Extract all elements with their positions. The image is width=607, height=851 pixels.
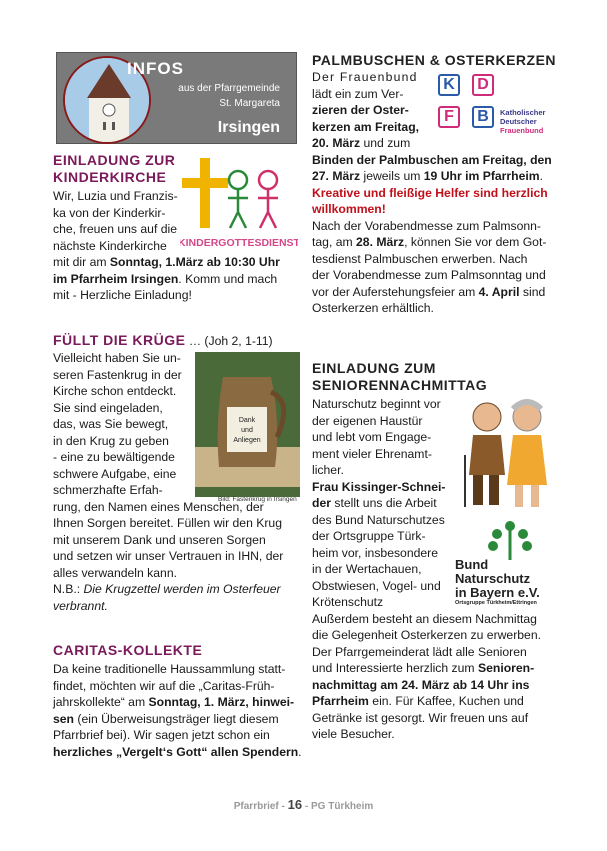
- kdfb-text-2: Deutscher: [500, 117, 537, 126]
- senioren-heading: EINLADUNG ZUM SENIORENNACHMITTAG: [312, 360, 488, 393]
- palmbuschen-text: Der Frauenbund lädt ein zum Ver- zieren der Oster- kerzen am Freitag, 20. März und zum Binden der Palmbuschen am Freitag, den 27. März jeweils um 19 Uhr im Pfarrheim. Kreative und fleißige Helfer sind herzlich willkommen! Nach der Vorabendmesse zum Palmsonn- tag, am 28. März, können Sie vor dem Got- tesdienst Palmbuschen erwerben. Nach der Vorabendmesse zum Palmsonntag und vor der Auferstehungsfeier am 4. April sind Osterkerzen erhältlich.: [312, 70, 552, 315]
- jar-label-line3: Anliegen: [233, 437, 261, 444]
- infos-title: INFOS: [127, 59, 184, 78]
- kdfb-letter-d: D: [472, 74, 494, 96]
- kdfb-text-1: Katholischer: [500, 108, 546, 117]
- infos-subtitle-2: St. Margareta: [219, 98, 280, 109]
- bn-line-4: Ortsgruppe Türkheim/Ettringen: [455, 600, 537, 606]
- caritas-heading: CARITAS-KOLLEKTE: [53, 642, 203, 658]
- kinderkirche-text: Wir, Luzia und Franzis- ka von der Kinderkir- che, freuen uns auf die nächste Kinderkirche mit dir am Sonntag, 1.März ab 10:30 Uhr im Pfarrheim Irsingen. Komm und mach mit - Herzliche Einladung!: [53, 189, 280, 302]
- jar-label-line2: und: [241, 427, 253, 434]
- footer-right: - PG Türkheim: [302, 801, 374, 812]
- kruege-text: Vielleicht haben Sie un- seren Fastenkrug in der Kirche schon entdeckt. Sie sind eingeladen, das, was Sie bewegt, in den Krug zu geben - eine zu bewältigende schwere Aufgabe, eine schmerzhafte Erfah- rung, den Namen eines Menschen, der Ihnen Sorgen bereitet. Füllen wir den Krug mit unserem Dank und unseren Sorgen und setzen wir unser Vertrauen in IHN, der alles verwandeln kann. N.B.: Die Krugzettel werden im Osterfeuer verbrannt.: [53, 351, 284, 613]
- bn-line-1: Bund: [455, 557, 489, 572]
- caritas-text: Da keine traditionelle Haussammlung statt- findet, möchten wir auf die „Caritas-Früh- jahrskollekte“ am Sonntag, 1. März, hinwei- sen (ein Überweisungsträger liegt diesem Pfarrbrief bei). Wir sagen jetzt schon ein herzliches „Vergelt‘s Gott“ allen Spendern.: [53, 662, 302, 759]
- kdfb-letter-b: B: [472, 106, 494, 128]
- infos-header: [56, 52, 297, 144]
- page-number: 16: [287, 797, 303, 812]
- kdfb-letter-f: F: [438, 106, 460, 128]
- infos-subtitle: aus der Pfarrgemeinde: [178, 83, 280, 94]
- kruege-heading: FÜLLT DIE KRÜGE … (Joh 2, 1-11): [53, 332, 273, 348]
- kindergottesdienst-logo-text: KINDERGOTTESDIENST: [180, 237, 298, 249]
- kdfb-letter-k: K: [438, 74, 460, 96]
- footer-left: Pfarrbrief -: [233, 801, 288, 812]
- page-footer: [0, 797, 607, 812]
- jar-label-line1: Dank: [238, 417, 256, 424]
- fastenkrug-caption: Bild: Fastenkrug in Irsingen: [218, 496, 297, 503]
- kinderkirche-heading: EINLADUNG ZUR KINDERKIRCHE: [53, 152, 176, 185]
- bn-line-2: Naturschutz: [455, 571, 531, 586]
- kdfb-text-3: Frauenbund: [500, 126, 544, 135]
- palmbuschen-heading: PALMBUSCHEN & OSTERKERZEN: [312, 52, 557, 68]
- bn-line-3: in Bayern e.V.: [455, 585, 540, 600]
- infos-place: Irsingen: [217, 119, 280, 136]
- senioren-text: Naturschutz beginnt vor der eigenen Haustür und lebt vom Engage- ment vieler Ehrenamt- licher. Frau Kissinger-Schnei- der stellt uns die Arbeit des Bund Naturschutzes der Ortsgruppe Türk- heim vor, insbesondere in der Wertachauen, Obstwiesen, Vogel- und Krötenschutz Außerdem besteht an diesem Nachmittag die Gelegenheit Osterkerzen zu erwerben. Der Pfarrgemeinderat lädt alle Senioren und Interessierte herzlich zum Senioren- nachmittag am 24. März ab 14 Uhr ins Pfarrheim ein. Für Kaffee, Kuchen und Getränke ist gesorgt. Wir freuen uns auf viele Besucher.: [312, 397, 541, 741]
